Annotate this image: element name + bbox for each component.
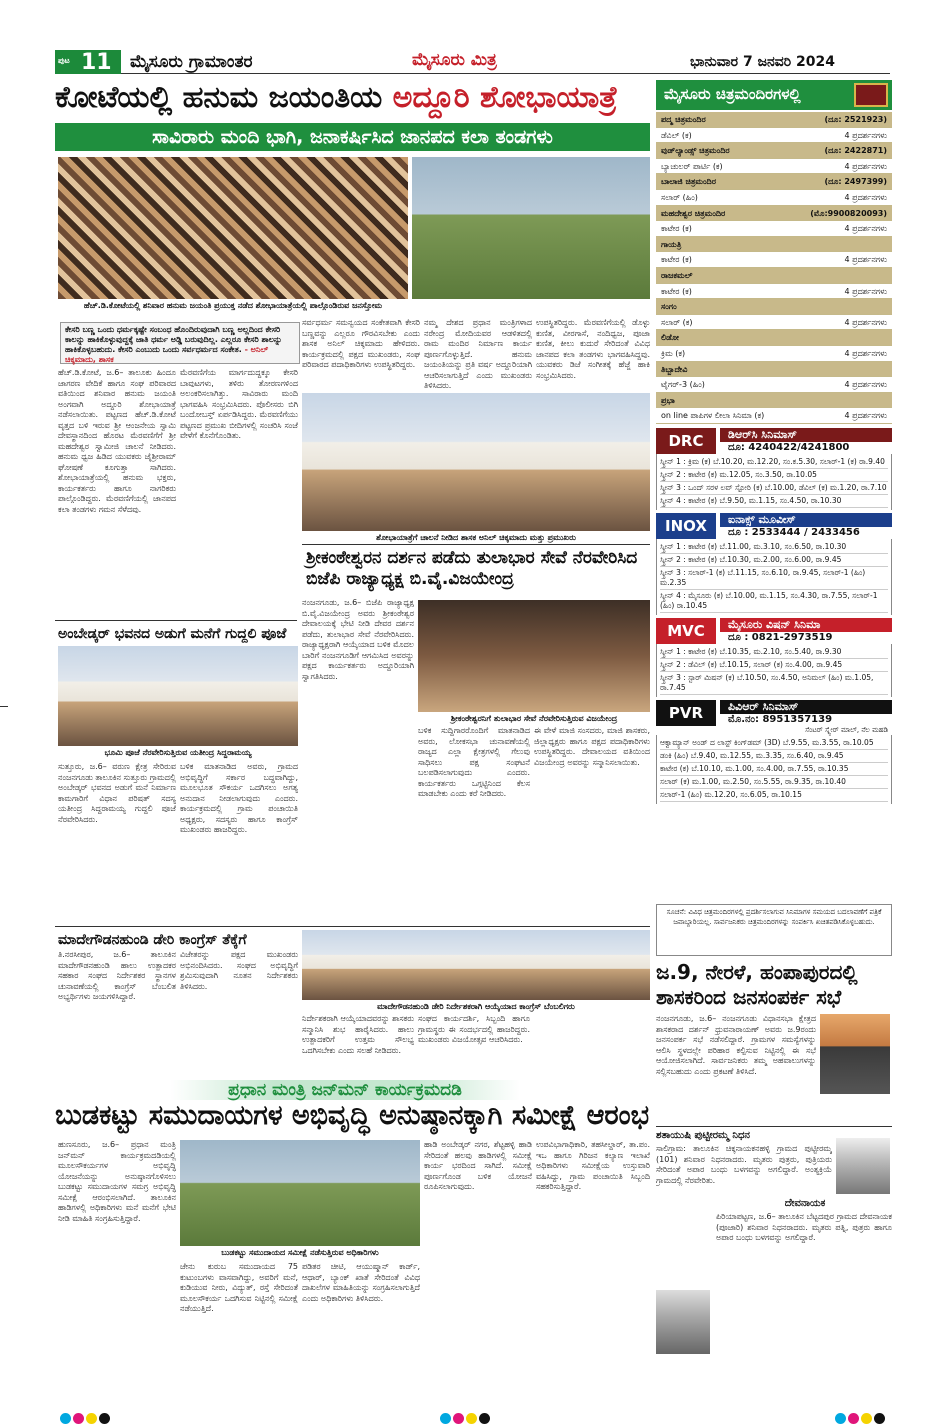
lead-col-3: ಸರ್ವಧರ್ಮ ಸಮನ್ವಯದ ಸಂಕೇತವಾಗಿ ಕೇಸರಿ ಬಣ್ಣವನ್ನು ಎಲ್ಲರೂ ಗೌರವಿಸಬೇಕು ಎಂದು ಶಾಸಕ ಅನಿಲ್ ಚಿಕ್ಕಮಾದು ಹೇಳಿದರು. ಕಾರ್ಯಕ್ರಮದಲ್ಲಿ ಪಕ್ಷದ ಮುಖಂಡರು, ಸಂಘ ಪರಿವಾರದ ಪದಾಧಿಕಾರಿಗಳು ಉಪಸ್ಥಿತರಿದ್ದರು. xyxy=(302,318,420,369)
showtime-row: ಸ್ಕ್ರೀನ್ 1 : ಕ್ರಿಮ (ಕ) ಬೆ.10.20, ಮ.12.20, ಸಂ.ಕ.5.30, ಸಲಾರ್-1 (ಕ) ರಾ.9.40 xyxy=(660,456,888,469)
cinema-row-detail: (ದೂ: 2497399) xyxy=(824,177,887,187)
cinema-note: ಸೂಚನೆ: ವಿವಿಧ ಚಿತ್ರಮಂದಿರಗಳಲ್ಲಿ ಪ್ರದರ್ಶಿಸಲಾಗುವ ಸಿನಿಮಾಗಳ ಸಮಯದ ಬದಲಾವಣೆಗೆ ಪತ್ರಿಕೆ ಜವಾಬ್ದಾರಿಯಲ್ಲ. ಸಾರ್ವಜನಿಕರು ಚಿತ್ರಮಂದಿರಗಳನ್ನು ಸಂಪರ್ಕಿಸಿ ಖಚಿತಪಡಿಸಿಕೊಳ್ಳಬಹುದು. xyxy=(656,904,892,956)
obituary-photo-1 xyxy=(836,1138,890,1194)
cinema-theatre-row xyxy=(656,237,892,253)
ambedkar-col-1: ಸುತ್ತೂರು, ಜ.6– ವರುಣ ಕ್ಷೇತ್ರ ಸೇರಿರುವ ನಂಜನಗೂಡು ತಾಲೂಕಿನ ಸುತ್ತೂರು ಗ್ರಾಮದಲ್ಲಿ ಅಂಬೇಡ್ಕರ್ ಭವನದ ಅಡುಗೆ ಮನೆ ನಿರ್ಮಾಣ ಕಾಮಗಾರಿಗೆ ವಿಧಾನ ಪರಿಷತ್ ಸದಸ್ಯ ಯತೀಂದ್ರ ಸಿದ್ದರಾಮಯ್ಯ ಗುದ್ದಲಿ ಪೂಜೆ ನೆರವೇರಿಸಿದರು. xyxy=(58,762,176,824)
lead-col-1: ಹೆಚ್.ಡಿ.ಕೋಟೆ, ಜ.6– ತಾಲೂಕು ಹಿಂದೂ ಜಾಗರಣ ವೇದಿಕೆ ಹಾಗೂ ಸಂಘ ಪರಿವಾರದ ವತಿಯಿಂದ ಶನಿವಾರ ಹನುಮ ಜಯಂತಿ ಅಂಗವಾಗಿ ಅದ್ದೂರಿ ಶೋಭಾಯಾತ್ರೆ ನಡೆಸಲಾಯಿತು. ಪಟ್ಟಣದ ಹೆಚ್.ಡಿ.ಕೋಟೆ ವೃತ್ತದ ಬಳಿ ಇರುವ ಶ್ರೀ ಆಂಜನೇಯ ಸ್ವಾಮಿ ದೇವಸ್ಥಾನದಿಂದ ಹೊರಟ ಮೆರವಣಿಗೆಗೆ ಶ್ರೀ ಮಹದೇಶ್ವರ ಸ್ವಾಮೀಜಿ ಚಾಲನೆ ನೀಡಿದರು. ಹನುಮ ಧ್ವಜ ಹಿಡಿದ ಯುವಕರು ಜೈಶ್ರೀರಾಮ್ ಘೋಷಣೆ ಕೂಗುತ್ತಾ ಸಾಗಿದರು. ಶೋಭಾಯಾತ್ರೆಯಲ್ಲಿ ಹನುಮ ಭಕ್ತರು, ಕಾರ್ಯಕರ್ತರು ಹಾಗೂ ನಾಗರಿಕರು ಪಾಲ್ಗೊಂಡಿದ್ದರು. ಮೆರವಣಿಗೆಯಲ್ಲಿ ಜಾನಪದ ಕಲಾ ತಂಡಗಳು ಗಮನ ಸೆಳೆದವು. xyxy=(58,368,176,514)
cinema-row-detail: (ದೂ: 2422871) xyxy=(824,146,887,156)
cinema-row-name: ಕ್ರಿಮ (ಕ) xyxy=(661,348,686,358)
ambedkar-caption: ಭೂಮಿ ಪೂಜೆ ನೆರವೇರಿಸುತ್ತಿರುವ ಯತೀಂದ್ರ ಸಿದ್ದರಾಮಯ್ಯ xyxy=(104,748,252,757)
mla-photo xyxy=(820,1014,890,1094)
divider xyxy=(55,926,650,927)
cinema-heading xyxy=(656,80,892,110)
multiplex-block xyxy=(656,700,892,804)
black-dot xyxy=(874,1413,885,1424)
ambedkar-photo xyxy=(58,646,298,746)
multiplex-block xyxy=(656,618,892,697)
cinema-row-name: ತಿಬ್ಬಾದೇವಿ xyxy=(661,364,688,374)
quote-text: ಕೇಸರಿ ಬಣ್ಣ ಒಂದು ಧರ್ಮಕ್ಕಷ್ಟೇ ಸಂಬಂಧ ಹೊಂದಿರುವುದಾಗಿ ಬಣ್ಣ ಅಲ್ಲದಿಂದ ಕೇಸರಿ ಕಾಲನ್ನು ಹಾಕಿಕೊಳ್ಳುವುದ್ದಕ್ಕೆ ಜಾತಿ ಧರ್ಮ ಅಡ್ಡಿ ಬರುವುದಿಲ್ಲ. ಎಲ್ಲರೂ ಕೇಸರಿ ಶಾಲನ್ನು ಹಾಕಿಕೊಳ್ಳಬಹುದು. ಕೇಸರಿ ಎಂಬುದು ಒಂದು ಸರ್ವಧರ್ಮದ ಸಂಕೇತ. xyxy=(65,325,282,354)
multiplex-title: ಮೈಸೂರು ವಿಷನ್ ಸಿನಿಮಾ xyxy=(720,618,892,632)
multiplex-logo: MVC xyxy=(656,618,716,644)
bjp-headline: ಶ್ರೀಕಂಠೇಶ್ವರನ ದರ್ಶನ ಪಡೆದು ತುಲಾಭಾರ ಸೇವೆ ನೆರವೇರಿಸಿದ ಬಿಜೆಪಿ ರಾಜ್ಯಾಧ್ಯಕ್ಷ ಬಿ.ವೈ.ವಿಜಯೇಂದ್ರ xyxy=(306,548,638,589)
leaders-group-photo xyxy=(302,393,650,531)
multiplex-phone: ದೂ: 4240422/4241800 xyxy=(728,442,850,453)
showtime-row: ಕಾಟೇರ (ಕ) ಬೆ.10.10, ಮ.1.00, ಸಂ.4.00, ರಾ.7.55, ರಾ.10.35 xyxy=(660,763,888,776)
cinema-show-row xyxy=(656,408,892,424)
dairy-col-3: ನಿರ್ದೇಶಕರಾಗಿ ಆಯ್ಕೆಯಾದವರನ್ನು ಶಾಸಕರು ಸನ್ಮಾನಿಸಿ ಶುಭ ಹಾರೈಸಿದರು. ಹಾಲು ಉತ್ಪಾದಕರಿಗೆ ಉತ್ತಮ ಸೌಲಭ್ಯ ಒದಗಿಸಬೇಕು ಎಂದು ಸಲಹೆ ನೀಡಿದರು. xyxy=(302,1014,414,1055)
multiplex-header xyxy=(656,513,892,539)
cinema-row-detail: 4 ಪ್ರದರ್ಶನಗಳು xyxy=(844,317,887,327)
cinema-row-name: ಸಂಗಂ xyxy=(661,302,677,312)
procession-photo-caption: ಹೆಚ್.ಡಿ.ಕೋಟೆಯಲ್ಲಿ ಶನಿವಾರ ಹನುಮ ಜಯಂತಿ ಪ್ರಯುಕ್ತ ನಡೆದ ಶೋಭಾಯಾತ್ರೆಯಲ್ಲಿ ಪಾಲ್ಗೊಂಡಿರುವ ಜನಸ್ತೋಮ xyxy=(83,301,383,310)
bjp-col-1: ನಂಜನಗೂಡು, ಜ.6– ಬಿಜೆಪಿ ರಾಜ್ಯಾಧ್ಯಕ್ಷ ಬಿ.ವೈ.ವಿಜಯೇಂದ್ರ ಅವರು ಶ್ರೀಕಂಠೇಶ್ವರ ದೇವಾಲಯಕ್ಕೆ ಭೇಟಿ ನೀಡಿ ದೇವರ ದರ್ಶನ ಪಡೆದು, ತುಲಾಭಾರ ಸೇವೆ ನೆರವೇರಿಸಿದರು. ರಾಜ್ಯಾಧ್ಯಕ್ಷರಾಗಿ ಆಯ್ಕೆಯಾದ ಬಳಿಕ ಮೊದಲ ಬಾರಿಗೆ ನಂಜನಗೂಡಿಗೆ ಆಗಮಿಸಿದ ಅವರನ್ನು ಪಕ್ಷದ ಕಾರ್ಯಕರ್ತರು ಅದ್ದೂರಿಯಾಗಿ ಸ್ವಾಗತಿಸಿದರು. xyxy=(302,598,414,681)
obituary-photo-2 xyxy=(656,1290,710,1354)
showtime-row: ಆಕ್ವಾಮ್ಯಾನ್ ಅಂಡ್ ದ ಲಾಸ್ಟ್ ಕಿಂಗ್‌ಡಮ್ (3D) ಬೆ.9.55, ಮ.3.55, ರಾ.10.05 xyxy=(660,737,888,750)
cinema-row-detail: 4 ಪ್ರದರ್ಶನಗಳು xyxy=(844,130,887,140)
yellow-dot xyxy=(861,1413,872,1424)
cinema-heading-text: ಮೈಸೂರು ಚಿತ್ರಮಂದಿರಗಳಲ್ಲಿ xyxy=(664,85,801,103)
cinema-row-name: ರಾಜಕಮಲ್ xyxy=(661,270,693,280)
cinema-row-name: ಕಾಟೇರ (ಕ) xyxy=(661,224,692,234)
divider xyxy=(656,1126,892,1127)
multiplex-header xyxy=(656,428,892,454)
multiplex-title: ಐನಾಕ್ಸ್ ಮೂವೀಸ್ xyxy=(720,513,892,527)
cinema-row-name: ಪದ್ಮ ಚಿತ್ರಮಂದಿರ xyxy=(661,115,706,124)
showtime-row: ಸ್ಕ್ರೀನ್ 1 : ಕಾಟೇರ (ಕ) ಬೆ.10.35, ಮ.2.10, ಸಂ.5.40, ರಾ.9.30 xyxy=(660,646,888,659)
dairy-photo xyxy=(302,930,650,1000)
cinema-screen-icon xyxy=(854,83,888,107)
cyan-dot xyxy=(835,1413,846,1424)
cinema-show-row xyxy=(656,190,892,206)
cinema-show-row xyxy=(656,346,892,362)
programme-col-5: ಉಪವಿಭಾಗಾಧಿಕಾರಿ, ತಹಸೀಲ್ದಾರ್, ತಾ.ಪಂ. ಇಒ ಹಾಗೂ ಗಿರಿಜನ ಕಲ್ಯಾಣ ಇಲಾಖೆ ಅಧಿಕಾರಿಗಳು ಸಮೀಕ್ಷೆಯ ಉಸ್ತುವಾರಿ ವಹಿಸಿದ್ದು, ಗ್ರಾಮ ಪಂಚಾಯಿತಿ ಸಿಬ್ಬಂದಿ ಸಹಕರಿಸುತ್ತಿದ್ದಾರೆ. xyxy=(536,1140,650,1191)
cinema-row-name: ಮಹದೇಶ್ವರ ಚಿತ್ರಮಂದಿರ xyxy=(661,208,726,218)
showtime-row: ಸಲಾರ್ (ಕ) ಮ.1.00, ಮ.2.50, ಸಂ.5.55, ರಾ.9.35, ರಾ.10.40 xyxy=(660,776,888,789)
page-label: ಪುಟ xyxy=(58,56,70,65)
dairy-col-4: ಸಂಘದ ಕಾರ್ಯದರ್ಶಿ, ಸಿಬ್ಬಂದಿ ಹಾಗೂ ಗ್ರಾಮಸ್ಥರು ಈ ಸಂದರ್ಭದಲ್ಲಿ ಹಾಜರಿದ್ದರು. ಮುಖಂಡರು ವಿಜಯೋತ್ಸವ ಆಚರಿಸಿದರು. xyxy=(418,1014,530,1044)
cyan-dot xyxy=(60,1413,71,1424)
lead-col-5: ಉಪಸ್ಥಿತರಿದ್ದರು. ಮೆರವಣಿಗೆಯಲ್ಲಿ ಡೊಳ್ಳು ಕುಣಿತ, ವೀರಗಾಸೆ, ನಂದಿಧ್ವಜ, ಪೂಜಾ ಕುಣಿತ, ಕೀಲು ಕುದುರೆ ಸೇರಿದಂತೆ ವಿವಿಧ ಜಾನಪದ ಕಲಾ ತಂಡಗಳು ಭಾಗವಹಿಸಿದ್ದವು. ಯುವಕರು ಡಿಜೆ ಸಂಗೀತಕ್ಕೆ ಹೆಜ್ಜೆ ಹಾಕಿ ಸಂಭ್ರಮಿಸಿದರು. xyxy=(536,318,650,380)
dateline: ಭಾನುವಾರ 7 ಜನವರಿ 2024 xyxy=(690,54,835,70)
obituary-body-2: ಪಿರಿಯಾಪಟ್ಟಣ, ಜ.6– ತಾಲೂಕಿನ ಬೆಟ್ಟದಪುರ ಗ್ರಾಮದ ದೇವನಾಯಕ (ಪೂಜಾರಿ) ಶನಿವಾರ ನಿಧನರಾದರು. ಮೃತರು ಪತ್ನಿ, ಪುತ್ರರು ಹಾಗೂ ಅಪಾರ ಬಂಧು ಬಳಗವನ್ನು ಅಗಲಿದ್ದಾರೆ. xyxy=(716,1212,892,1242)
cinema-theatre-row xyxy=(656,112,892,128)
cinema-row-name: ಪ್ರಭಾ xyxy=(661,395,675,405)
cinema-row-detail: (ಮೊ:9900820093) xyxy=(810,208,887,218)
obituary-body-1: ಸಾಲಿಗ್ರಾಮ: ತಾಲೂಕಿನ ಚಿಕ್ಕನಾಯಕನಹಳ್ಳಿ ಗ್ರಾಮದ ಪುಟ್ಟೀರಮ್ಮ (101) ಶನಿವಾರ ನಿಧನರಾದರು. ಮೃತರು ಪುತ್ರರು, ಪುತ್ರಿಯರು ಸೇರಿದಂತೆ ಅಪಾರ ಬಂಧು ಬಳಗವನ್ನು ಅಗಲಿದ್ದಾರೆ. ಅಂತ್ಯಕ್ರಿಯೆ ಗ್ರಾಮದಲ್ಲಿ ನೆರವೇರಿತು. xyxy=(656,1144,832,1185)
cinema-row-name: ವುಡ್‌ಲ್ಯಾಂಡ್ಸ್ ಚಿತ್ರಮಂದಿರ xyxy=(661,146,730,156)
obituary-title-2: ದೇವನಾಯಕ xyxy=(784,1198,826,1209)
cinema-row-name: on line ಪಾಪಿಗಳ ಲೀಲಾ ಸಿನಿಮಾ (ಕ) xyxy=(661,411,765,421)
cinema-row-name: ಬಾಲಾಜಿ ಚಿತ್ರಮಂದಿರ xyxy=(661,177,716,187)
procession-photo xyxy=(58,157,408,299)
page-number: 11 xyxy=(81,50,112,75)
cinema-row-name: ಗಾಯತ್ರಿ xyxy=(661,239,682,249)
programme-headline: ಬುಡಕಟ್ಟು ಸಮುದಾಯಗಳ ಅಭಿವೃದ್ಧಿ ಅನುಷ್ಠಾನಕ್ಕಾಗಿ ಸಮೀಕ್ಷೆ ಆರಂಭ xyxy=(55,1100,650,1131)
showtime-row: ಡಂಕಿ (ಹಿಂ) ಬೆ.9.40, ಮ.12.55, ಮ.3.35, ಸಂ.6.40, ರಾ.9.45 xyxy=(660,750,888,763)
multiplex-block xyxy=(656,428,892,510)
dairy-col-2: ವಿಜೇತರನ್ನು ಪಕ್ಷದ ಮುಖಂಡರು ಅಭಿನಂದಿಸಿದರು. ಸಂಘದ ಅಭಿವೃದ್ಧಿಗೆ ಶ್ರಮಿಸುವುದಾಗಿ ನೂತನ ನಿರ್ದೇಶಕರು ತಿಳಿಸಿದರು. xyxy=(180,950,298,991)
quote-author: - ಅನಿಲ್ ಚಿಕ್ಕಮಾದು, ಶಾಸಕ xyxy=(65,345,269,364)
showtime-row: ಸ್ಕ್ರೀನ್ 3 : ಒಂದ್ ಸರಳ ಲವ್ ಸ್ಟೋರಿ (ಕ) ಬೆ.10.00, ಡೆವಿಲ್ (ಕ) ಮ.1.20, ರಾ.7.10 xyxy=(660,482,888,495)
cinema-theatre-row xyxy=(656,268,892,284)
showtime-row: ಸ್ಕ್ರೀನ್ 2 : ಕಾಟೇರ (ಕ) ಬೆ.10.30, ಮ.2.00, ಸಂ.6.00, ರಾ.9.45 xyxy=(660,554,888,567)
quote-box xyxy=(60,322,300,364)
yellow-dot xyxy=(466,1413,477,1424)
multiplex-phone: ದೂ : 2533444 / 2433456 xyxy=(728,527,860,538)
multiplex-header xyxy=(656,700,892,726)
multiplex-address: ಸೆಂಟರ್ ಸ್ಕ್ವೇರ್ ಮಾಲ್, ನೆಲ ಮಹಡಿ xyxy=(805,726,888,734)
dairy-caption: ಮಾದೇಗೌಡನಹುಂಡಿ ಡೇರಿ ನಿರ್ದೇಶಕರಾಗಿ ಆಯ್ಕೆಯಾದ ಕಾಂಗ್ರೆಸ್ ಬೆಂಬಲಿಗರು xyxy=(377,1002,575,1011)
color-registration-strip xyxy=(60,1409,112,1421)
section-title: ಮೈಸೂರು ಗ್ರಾಮಾಂತರ xyxy=(130,52,253,72)
cinema-theatre-row xyxy=(656,330,892,346)
programme-col-1: ಹುಣಸೂರು, ಜ.6– ಪ್ರಧಾನ ಮಂತ್ರಿ ಜನ್‌ಮನ್ ಕಾರ್ಯಕ್ರಮದಡಿಯಲ್ಲಿ ಮೂಲಸೌಕರ್ಯಗಳ ಅಭಿವೃದ್ಧಿ ಯೋಜನೆಯನ್ನು ಅನುಷ್ಠಾನಗೊಳಿಸಲು ಬುಡಕಟ್ಟು ಸಮುದಾಯಗಳ ಸಮಗ್ರ ಅಭಿವೃದ್ಧಿ ಸಮೀಕ್ಷೆ ಆರಂಭಿಸಲಾಗಿದೆ. ತಾಲೂಕಿನ ಹಾಡಿಗಳಲ್ಲಿ ಅಧಿಕಾರಿಗಳು ಮನೆ ಮನೆಗೆ ಭೇಟಿ ನೀಡಿ ಮಾಹಿತಿ ಸಂಗ್ರಹಿಸುತ್ತಿದ್ದಾರೆ. xyxy=(58,1140,176,1223)
cinema-row-detail: 4 ಪ್ರದರ್ಶನಗಳು xyxy=(844,255,887,265)
cinema-row-name: ಟೈಗರ್-3 (ಹಿಂ) xyxy=(661,380,705,390)
lead-col-4: ನಮ್ಮ ದೇಶದ ಪ್ರಧಾನ ಮಂತ್ರಿಗಳಾದ ನರೇಂದ್ರ ಮೋದಿಯವರ ಆಡಳಿತದಲ್ಲಿ ರಾಮ ಮಂದಿರ ನಿರ್ಮಾಣ ಕಾರ್ಯ ಪೂರ್ಣಗೊಳ್ಳುತ್ತಿದೆ. ಹನುಮ ಜಯಂತಿಯನ್ನು ಪ್ರತಿ ವರ್ಷ ಅದ್ದೂರಿಯಾಗಿ ಆಚರಿಸಲಾಗುತ್ತಿದೆ ಎಂದು ಮುಖಂಡರು ತಿಳಿಸಿದರು. xyxy=(424,318,532,390)
lead-subhead: ಸಾವಿರಾರು ಮಂದಿ ಭಾಗಿ, ಜನಾಕರ್ಷಿಸಿದ ಜಾನಪದ ಕಲಾ ತಂಡಗಳು xyxy=(55,123,650,151)
cinema-row-detail: 4 ಪ್ರದರ್ಶನಗಳು xyxy=(844,380,887,390)
divider xyxy=(55,620,297,621)
multiplex-logo: PVR xyxy=(656,700,716,726)
cinema-show-row xyxy=(656,252,892,268)
yellow-dot xyxy=(86,1413,97,1424)
showtime-row: ಸ್ಕ್ರೀನ್ 1 : ಕಾಟೇರ (ಕ) ಬೆ.11.00, ಮ.3.10, ಸಂ.6.50, ರಾ.10.30 xyxy=(660,541,888,554)
cinema-row-detail: 4 ಪ್ರದರ್ಶನಗಳು xyxy=(844,348,887,358)
cinema-row-detail: 4 ಪ್ರದರ್ಶನಗಳು xyxy=(844,411,887,421)
lead-headline xyxy=(55,80,650,120)
multiplex-showtimes xyxy=(656,644,892,697)
dairy-headline: ಮಾದೇಗೌಡನಹುಂಡಿ ಡೇರಿ ಕಾಂಗ್ರೆಸ್ ತೆಕ್ಕೆಗೆ xyxy=(58,932,247,948)
divider xyxy=(302,544,650,545)
showtime-row: ಸ್ಕ್ರೀನ್ 2 : ಕಾಟೇರ (ಕ) ಮ.12.05, ಸಂ.3.50, ರಾ.10.05 xyxy=(660,469,888,482)
survey-caption: ಬುಡಕಟ್ಟು ಸಮುದಾಯದ ಸಮೀಕ್ಷೆ ನಡೆಸುತ್ತಿರುವ ಅಧಿಕಾರಿಗಳು xyxy=(221,1248,379,1257)
programme-banner: ಪ್ರಧಾನ ಮಂತ್ರಿ ಜನ್‌ಮನ್ ಕಾರ್ಯಕ್ರಮದಡಿ xyxy=(170,1080,520,1100)
lead-col-2: ಮೆರವಣಿಗೆಯ ಮಾರ್ಗದುದ್ದಕ್ಕೂ ಕೇಸರಿ ಬಾವುಟಗಳು, ತಳಿರು ತೋರಣಗಳಿಂದ ಅಲಂಕರಿಸಲಾಗಿತ್ತು. ಸಾವಿರಾರು ಮಂದಿ ಭಾಗವಹಿಸಿ ಸಂಭ್ರಮಿಸಿದರು. ಪೊಲೀಸರು ಬಿಗಿ ಬಂದೋಬಸ್ತ್ ಏರ್ಪಡಿಸಿದ್ದರು. ಮೆರವಣಿಗೆಯು ಪಟ್ಟಣದ ಪ್ರಮುಖ ಬೀದಿಗಳಲ್ಲಿ ಸಂಚರಿಸಿ ಸಂಜೆ ವೇಳೆಗೆ ಕೊನೆಗೊಂಡಿತು. xyxy=(180,368,298,440)
multiplex-listings xyxy=(656,428,892,807)
dairy-col-1: ತಿ.ನರಸೀಪುರ, ಜ.6– ತಾಲೂಕಿನ ಮಾದೇಗೌಡನಹುಂಡಿ ಹಾಲು ಉತ್ಪಾದಕರ ಸಹಕಾರ ಸಂಘದ ನಿರ್ದೇಶಕರ ಸ್ಥಾನಗಳ ಚುನಾವಣೆಯಲ್ಲಿ ಕಾಂಗ್ರೆಸ್ ಬೆಂಬಲಿತ ಅಭ್ಯರ್ಥಿಗಳು ಜಯಗಳಿಸಿದ್ದಾರೆ. xyxy=(58,950,176,1001)
black-dot xyxy=(479,1413,490,1424)
cinema-theatre-row xyxy=(656,393,892,409)
cinema-row-name: ಲಿಡೋ xyxy=(661,333,679,343)
masthead-brand: ಮೈಸೂರು ಮಿತ್ರ xyxy=(412,50,497,70)
survey-photo xyxy=(180,1140,420,1246)
cinema-theatre-row xyxy=(656,206,892,222)
ambedkar-headline: ಅಂಬೇಡ್ಕರ್ ಭವನದ ಅಡುಗೆ ಮನೆಗೆ ಗುದ್ದಲಿ ಪೂಜೆ xyxy=(58,626,287,642)
black-dot xyxy=(99,1413,110,1424)
cinema-table xyxy=(656,112,892,424)
cinema-theatre-row xyxy=(656,362,892,378)
multiplex-title: ಡಿಆರ್‌ಸಿ ಸಿನಿಮಾಸ್ xyxy=(720,428,892,442)
cinema-show-row xyxy=(656,377,892,393)
magenta-dot xyxy=(73,1413,84,1424)
cinema-row-name: ಕಾಟೇರ (ಕ) xyxy=(661,255,692,265)
tulabhara-photo xyxy=(418,600,650,712)
cinema-show-row xyxy=(656,221,892,237)
showtime-row: ಸ್ಕ್ರೀನ್ 4 : ಮೈಸೂರು (ಕ) ಬೆ.10.00, ಮ.1.15, ಸಂ.4.30, ರಾ.7.55, ಸಲಾರ್-1 (ಹಿಂ) ರಾ.10.45 xyxy=(660,590,888,613)
lead-headline-b: ಅದ್ದೂರಿ ಶೋಭಾಯಾತ್ರೆ xyxy=(392,80,618,115)
cinema-row-detail: 4 ಪ್ರದರ್ಶನಗಳು xyxy=(844,161,887,171)
cinema-row-name: ಸಲಾರ್ (ಕ) xyxy=(661,317,693,327)
showtime-row: ಸ್ಕ್ರೀನ್ 4 : ಕಾಟೇರ (ಕ) ಬೆ.9.50, ಮ.1.15, ಸಂ.4.50, ರಾ.10.30 xyxy=(660,495,888,508)
color-registration-strip xyxy=(835,1409,887,1421)
programme-col-3: ಪಡಿತರ ಚೀಟಿ, ಆಯುಷ್ಮಾನ್ ಕಾರ್ಡ್, ಆಧಾರ್, ಬ್ಯಾಂಕ್ ಖಾತೆ ಸೇರಿದಂತೆ ವಿವಿಧ ದಾಖಲೆಗಳ ಮಾಹಿತಿಯನ್ನು ಸಂಗ್ರಹಿಸಲಾಗುತ್ತಿದೆ ಎಂದು ಅಧಿಕಾರಿಗಳು ತಿಳಿಸಿದರು. xyxy=(302,1262,420,1303)
janasamparka-headline: ಜ.9, ನೇರಳೆ, ಹಂಪಾಪುರದಲ್ಲಿ ಶಾಸಕರಿಂದ ಜನಸಂಪರ್ಕ ಸಭೆ xyxy=(656,960,858,1009)
cinema-row-name: ಸಲಾರ್ (ಹಿಂ) xyxy=(661,192,698,202)
registration-mark xyxy=(0,706,8,707)
programme-col-2: ಜೇನು ಕುರುಬ ಸಮುದಾಯದ 75 ಕುಟುಂಬಗಳು ವಾಸವಾಗಿದ್ದು, ಅವರಿಗೆ ಮನೆ, ಕುಡಿಯುವ ನೀರು, ವಿದ್ಯುತ್, ರಸ್ತೆ ಸೇರಿದಂತೆ ಮೂಲಸೌಕರ್ಯ ಒದಗಿಸುವ ನಿಟ್ಟಿನಲ್ಲಿ ಸಮೀಕ್ಷೆ ನಡೆಯುತ್ತಿದೆ. xyxy=(180,1262,298,1313)
color-registration-strip xyxy=(440,1409,492,1421)
cinema-row-detail: 4 ಪ್ರದರ್ಶನಗಳು xyxy=(844,224,887,234)
cinema-theatre-row xyxy=(656,174,892,190)
showtime-row: ಸ್ಕ್ರೀನ್ 3 : ಸ್ಟಾರ್ ಮಿಷನ್ (ಕ) ಬೆ.10.50, ಸಂ.4.50, ಅನಿಮಲ್ (ಹಿಂ) ಮ.1.05, ರಾ.7.45 xyxy=(660,672,888,695)
cinema-row-detail: 4 ಪ್ರದರ್ಶನಗಳು xyxy=(844,286,887,296)
multiplex-logo: INOX xyxy=(656,513,716,539)
multiplex-showtimes xyxy=(656,539,892,615)
multiplex-title: ಪಿವಿಆರ್ ಸಿನಿಮಾಸ್ xyxy=(720,700,892,714)
lead-headline-a: ಕೋಟೆಯಲ್ಲಿ ಹನುಮ ಜಯಂತಿಯ xyxy=(55,80,393,115)
cinema-row-name: ಬ್ಯಾಚುಲರ್ ಪಾರ್ಟಿ (ಕ) xyxy=(661,161,723,171)
showtime-row: ಸ್ಕ್ರೀನ್ 2 : ಡೆವಿಲ್ (ಕ) ಬೆ.10.15, ಸಲಾರ್ (ಕ) ಸಂ.4.00, ರಾ.9.45 xyxy=(660,659,888,672)
cinema-row-name: ಡೆವಿಲ್ (ಕ) xyxy=(661,130,692,140)
programme-col-4: ಹಾಡಿ ಅಂಬೇಡ್ಕರ್ ನಗರ, ಶೆಟ್ಟಹಳ್ಳಿ ಹಾಡಿ ಸೇರಿದಂತೆ ಹಲವು ಹಾಡಿಗಳಲ್ಲಿ ಸಮೀಕ್ಷೆ ಕಾರ್ಯ ಭರದಿಂದ ಸಾಗಿದೆ. ಸಮೀಕ್ಷೆ ಪೂರ್ಣಗೊಂಡ ಬಳಿಕ ಯೋಜನೆ ರೂಪಿಸಲಾಗುವುದು. xyxy=(424,1140,532,1191)
multiplex-logo: DRC xyxy=(656,428,716,454)
leaders-group-caption: ಶೋಭಾಯಾತ್ರೆಗೆ ಚಾಲನೆ ನೀಡಿದ ಶಾಸಕ ಅನಿಲ್ ಚಿಕ್ಕಮಾದು ಮತ್ತು ಪ್ರಮುಖರು xyxy=(376,533,576,542)
multiplex-showtimes xyxy=(656,454,892,510)
magenta-dot xyxy=(453,1413,464,1424)
magenta-dot xyxy=(848,1413,859,1424)
obituary-title-1: ಶತಾಯುಷಿ ಪುಟ್ಟೀರಮ್ಮ ನಿಧನ xyxy=(656,1130,750,1141)
cinema-theatre-row xyxy=(656,299,892,315)
cinema-show-row xyxy=(656,284,892,300)
cinema-show-row xyxy=(656,315,892,331)
cinema-show-row xyxy=(656,159,892,175)
bjp-col-3: ಈ ವೇಳೆ ಮಾಜಿ ಸಂಸದರು, ಮಾಜಿ ಶಾಸಕರು, ಜಿಲ್ಲಾಧ್ಯಕ್ಷರು ಹಾಗೂ ಪಕ್ಷದ ಪದಾಧಿಕಾರಿಗಳು ಉಪಸ್ಥಿತರಿದ್ದರು. ದೇವಾಲಯದ ವತಿಯಿಂದ ವಿಜಯೇಂದ್ರ ಅವರನ್ನು ಸನ್ಮಾನಿಸಲಾಯಿತು. xyxy=(534,726,650,767)
cinema-row-detail: 4 ಪ್ರದರ್ಶನಗಳು xyxy=(844,192,887,202)
tulabhara-caption: ಶ್ರೀಕಂಠೇಶ್ವರನಿಗೆ ತುಲಾಭಾರ ಸೇವೆ ನೆರವೇರಿಸುತ್ತಿರುವ ವಿಜಯೇಂದ್ರ xyxy=(450,714,618,723)
multiplex-phone: ದೂ : 0821-2973519 xyxy=(728,632,833,643)
leaders-photo xyxy=(412,157,650,299)
showtime-row: ಸಲಾರ್-1 (ಹಿಂ) ಮ.12.20, ಸಂ.6.05, ರಾ.10.15 xyxy=(660,789,888,802)
cinema-row-detail: (ದೂ: 2521923) xyxy=(824,115,887,124)
cyan-dot xyxy=(440,1413,451,1424)
multiplex-block xyxy=(656,513,892,615)
multiplex-phone: ಮೊ.ನಂ: 8951357139 xyxy=(728,714,833,725)
showtime-row: ಸ್ಕ್ರೀನ್ 3 : ಸಲಾರ್-1 (ಕ) ಬೆ.11.15, ಸಂ.6.10, ರಾ.9.45, ಸಲಾರ್-1 (ಹಿಂ) ಮ.2.35 xyxy=(660,567,888,590)
multiplex-showtimes xyxy=(656,735,892,804)
multiplex-header xyxy=(656,618,892,644)
bjp-col-2: ಬಳಿಕ ಸುದ್ದಿಗಾರರೊಂದಿಗೆ ಮಾತನಾಡಿದ ಅವರು, ಲೋಕಸಭಾ ಚುನಾವಣೆಯಲ್ಲಿ ರಾಜ್ಯದ ಎಲ್ಲಾ ಕ್ಷೇತ್ರಗಳಲ್ಲಿ ಗೆಲುವು ಸಾಧಿಸಲು ಪಕ್ಷ ಸಂಘಟನೆ ಬಲಪಡಿಸಲಾಗುವುದು ಎಂದರು. ಕಾರ್ಯಕರ್ತರು ಒಗ್ಗಟ್ಟಿನಿಂದ ಕೆಲಸ ಮಾಡಬೇಕು ಎಂದು ಕರೆ ನೀಡಿದರು. xyxy=(418,726,530,798)
page-number-badge xyxy=(55,50,121,74)
cinema-row-name: ಕಾಟೇರ (ಕ) xyxy=(661,286,692,296)
cinema-show-row xyxy=(656,128,892,144)
cinema-theatre-row xyxy=(656,143,892,159)
ambedkar-col-2: ಬಳಿಕ ಮಾತನಾಡಿದ ಅವರು, ಗ್ರಾಮದ ಅಭಿವೃದ್ಧಿಗೆ ಸರ್ಕಾರ ಬದ್ಧವಾಗಿದ್ದು, ಮೂಲಭೂತ ಸೌಕರ್ಯ ಒದಗಿಸಲು ಅಗತ್ಯ ಅನುದಾನ ನೀಡಲಾಗುವುದು ಎಂದರು. ಕಾರ್ಯಕ್ರಮದಲ್ಲಿ ಗ್ರಾಮ ಪಂಚಾಯಿತಿ ಅಧ್ಯಕ್ಷರು, ಸದಸ್ಯರು ಹಾಗೂ ಕಾಂಗ್ರೆಸ್ ಮುಖಂಡರು ಹಾಜರಿದ್ದರು. xyxy=(180,762,298,834)
janasamparka-body: ನಂಜನಗೂಡು, ಜ.6– ನಂಜನಗೂಡು ವಿಧಾನಸಭಾ ಕ್ಷೇತ್ರದ ಶಾಸಕರಾದ ದರ್ಶನ್ ಧ್ರುವನಾರಾಯಣ್ ಅವರು ಜ.9ರಂದು ಜನಸಂಪರ್ಕ ಸಭೆ ನಡೆಸಲಿದ್ದಾರೆ. ಗ್ರಾಮಗಳ ಸಮಸ್ಯೆಗಳನ್ನು ಆಲಿಸಿ ಸ್ಥಳದಲ್ಲೇ ಪರಿಹಾರ ಕಲ್ಪಿಸುವ ನಿಟ್ಟಿನಲ್ಲಿ ಈ ಸಭೆ ಆಯೋಜಿಸಲಾಗಿದೆ. ಸಾರ್ವಜನಿಕರು ತಮ್ಮ ಅಹವಾಲುಗಳನ್ನು ಸಲ್ಲಿಸಬಹುದು ಎಂದು ಪ್ರಕಟಣೆ ತಿಳಿಸಿದೆ. xyxy=(656,1014,816,1076)
